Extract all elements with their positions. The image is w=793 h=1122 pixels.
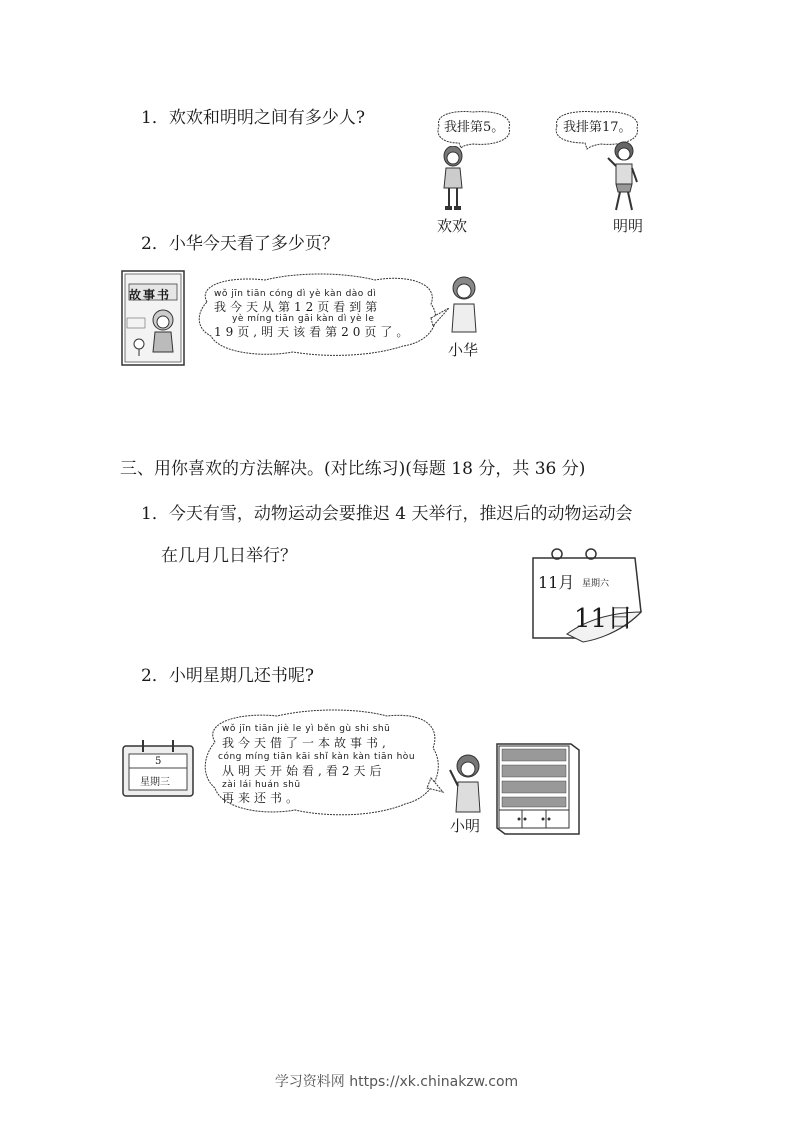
q3-bubble-line2: 从明天开始看,看2天后	[222, 764, 386, 778]
mingming-boy-icon	[604, 140, 644, 216]
q3-bubble-line3: 再来还书。	[222, 791, 303, 805]
calendar-day: 11日	[574, 604, 634, 634]
calendar-month: 11月	[538, 573, 575, 592]
section-3-q2-text: 2．小明星期几还书呢?	[141, 666, 314, 686]
xiaoming-boy-icon	[446, 754, 488, 814]
book-title: 故事书	[129, 288, 172, 302]
calendar-weekday: 星期六	[582, 579, 610, 589]
xiaohua-name: 小华	[448, 341, 479, 359]
huanhuan-name: 欢欢	[437, 217, 468, 235]
question-2-text: 2．小华今天看了多少页？	[141, 234, 339, 254]
question-1-text: 1．欢欢和明明之间有多少人?	[141, 108, 365, 128]
desk-calendar-weekday: 星期三	[140, 777, 170, 788]
story-book-icon	[121, 270, 185, 366]
huanhuan-girl-icon	[438, 146, 468, 214]
desk-calendar-icon	[121, 738, 195, 798]
section-3-q1-line1: 1．今天有雪，动物运动会要推迟 4 天举行，推迟后的动物运动会	[141, 504, 633, 524]
q2-bubble-line1: 我今天从第12页看到第	[214, 300, 382, 314]
q2-pinyin-line1: wǒ jīn tiān cóng dì yè kàn dào dì	[214, 289, 377, 299]
xiaohua-boy-icon	[444, 276, 484, 338]
mingming-speech: 我排第17。	[563, 120, 632, 135]
footer-text: 学习资料网 https://xk.chinakzw.com	[274, 1074, 519, 1090]
mingming-name: 明明	[613, 217, 644, 235]
desk-calendar-number: 5	[155, 756, 162, 767]
xiaoming-name: 小明	[450, 817, 481, 835]
bookshelf-icon	[495, 740, 581, 836]
section-3-heading: 三、用你喜欢的方法解决。(对比练习)(每题 18 分，共 36 分)	[120, 459, 586, 479]
q2-bubble-line2: 19页,明天该看第20页了。	[214, 325, 413, 339]
q3-pinyin-line3: zài lái huán shū	[222, 780, 301, 790]
q2-pinyin-line2: yè míng tiān gāi kàn dì yè le	[232, 314, 375, 324]
section-3-q1-line2: 在几月几日举行？	[161, 546, 297, 566]
huanhuan-speech: 我排第5。	[444, 120, 505, 135]
q3-pinyin-line2: cóng míng tiān kāi shǐ kàn kàn tiān hòu	[218, 752, 416, 762]
q3-bubble-line1: 我今天借了一本故事书,	[222, 736, 390, 750]
q3-pinyin-line1: wǒ jīn tiān jiè le yì běn gù shi shū	[222, 724, 391, 734]
